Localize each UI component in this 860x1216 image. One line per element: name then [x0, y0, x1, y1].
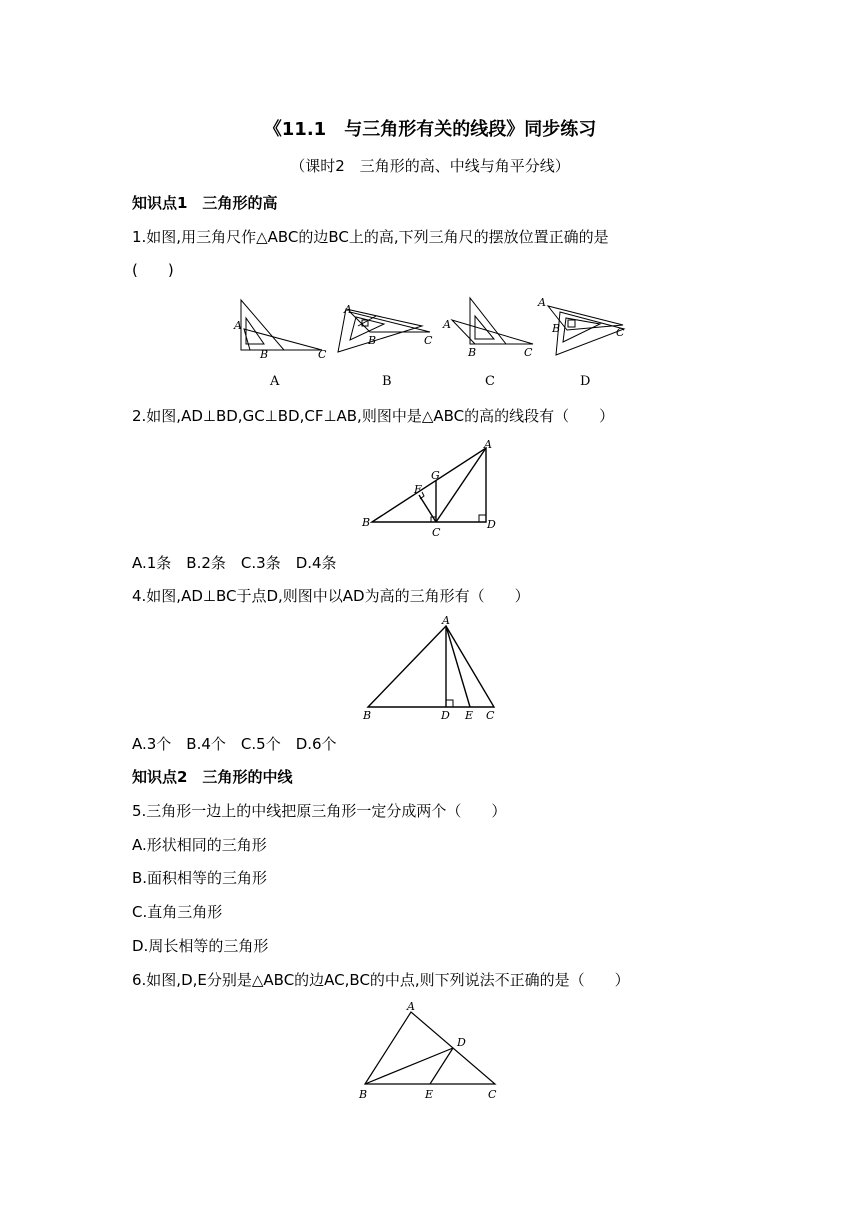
point-label: C [432, 526, 441, 539]
point-label: A [234, 319, 242, 332]
point-label: B [363, 709, 372, 722]
point-label: B [362, 516, 371, 529]
question-4-options: A.3个 B.4个 C.5个 D.6个 [132, 735, 337, 753]
question-5-option-d: D.周长相等的三角形 [132, 937, 269, 955]
question-5-option-a: A.形状相同的三角形 [132, 836, 267, 854]
choice-label: A [270, 374, 280, 389]
question-2-figure [360, 436, 500, 540]
question-6-figure [355, 998, 505, 1104]
point-label: A [407, 1000, 415, 1013]
point-label: G [431, 469, 440, 482]
point-label: C [616, 326, 625, 339]
question-1-figures [230, 292, 640, 392]
point-label: C [524, 346, 533, 359]
point-label: A [484, 438, 492, 451]
point-label: F [414, 483, 422, 496]
point-label: A [443, 318, 451, 331]
point-label: D [441, 709, 450, 722]
question-4-text: 4.如图,AD⊥BC于点D,则图中以AD为高的三角形有（ ） [132, 587, 530, 605]
choice-label: D [580, 374, 591, 389]
page-subtitle: （课时2 三角形的高、中线与角平分线） [290, 157, 570, 175]
page-title: 《11.1 与三角形有关的线段》同步练习 [263, 119, 597, 140]
point-label: A [538, 296, 546, 309]
point-label: C [488, 1088, 497, 1101]
choice-label: C [485, 374, 495, 389]
point-label: B [468, 346, 477, 359]
figure-choice-c [452, 298, 533, 344]
point-label: D [487, 518, 496, 531]
choice-label: B [382, 374, 392, 389]
point-label: C [486, 709, 495, 722]
point-label: D [457, 1036, 466, 1049]
question-5-option-b: B.面积相等的三角形 [132, 869, 268, 887]
point-label: C [318, 348, 327, 361]
point-label: B [552, 322, 561, 335]
section-heading-heights: 知识点1 三角形的高 [132, 194, 278, 212]
point-label: A [344, 303, 352, 316]
point-label: E [425, 1088, 434, 1101]
point-label: B [260, 348, 269, 361]
question-4-figure [360, 612, 500, 724]
point-label: B [359, 1088, 368, 1101]
question-1-text: 1.如图,用三角尺作△ABC的边BC上的高,下列三角尺的摆放位置正确的是 [132, 228, 609, 246]
point-label: B [368, 334, 377, 347]
question-6-text: 6.如图,D,E分别是△ABC的边AC,BC的中点,则下列说法不正确的是（ ） [132, 971, 630, 989]
figure-choice-a [241, 300, 322, 350]
point-label: C [424, 334, 433, 347]
point-label: E [465, 709, 474, 722]
question-2-options: A.1条 B.2条 C.3条 D.4条 [132, 554, 337, 572]
section-heading-medians: 知识点2 三角形的中线 [132, 768, 293, 786]
question-2-text: 2.如图,AD⊥BD,GC⊥BD,CF⊥AB,则图中是△ABC的高的线段有（ ） [132, 407, 615, 425]
question-1-paren: ( ) [132, 261, 174, 279]
point-label: A [442, 614, 450, 627]
question-5-option-c: C.直角三角形 [132, 903, 223, 921]
question-5-text: 5.三角形一边上的中线把原三角形一定分成两个（ ） [132, 802, 507, 820]
